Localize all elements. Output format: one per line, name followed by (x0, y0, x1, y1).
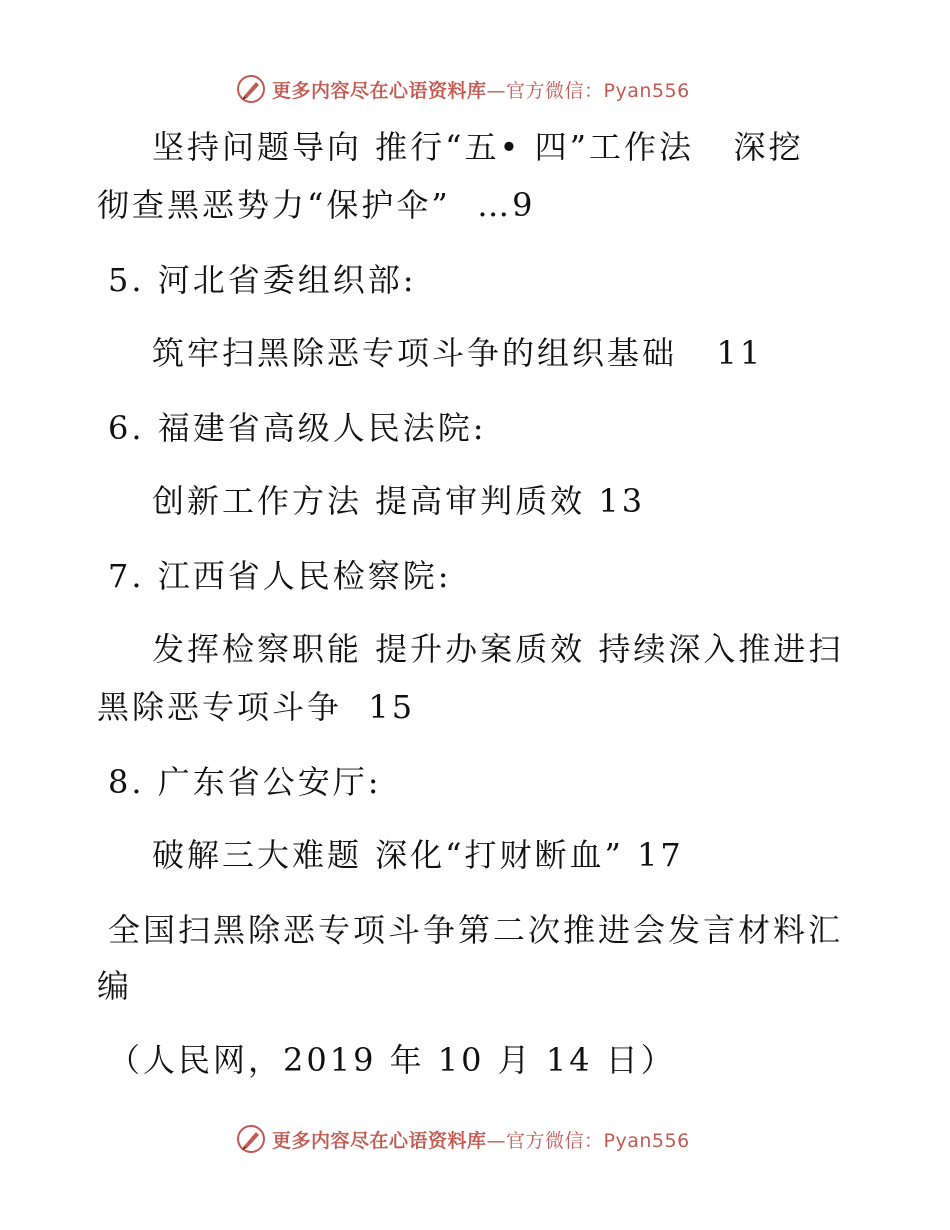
toc-item7-heading: 7. 江西省人民检察院: (108, 557, 452, 595)
document-source: （人民网，2019 年 10 月 14 日） (108, 1041, 676, 1079)
toc-item5-heading: 5. 河北省委组织部: (108, 261, 417, 299)
header-watermark (236, 72, 690, 106)
toc-item6-title: 创新工作方法 提高审判质效 13 (152, 482, 646, 520)
toc-item8-heading: 8. 广东省公安厅: (108, 763, 382, 801)
toc-item4-title-line2: 彻查黑恶势力“保护伞” …9 (97, 186, 536, 224)
footer-watermark (236, 1122, 690, 1156)
watermark-text: 更多内容尽在心语资料库—官方微信：Pyan556 (272, 79, 690, 102)
toc-item8-title: 破解三大难题 深化“打财断血” 17 (152, 836, 684, 874)
toc-item6-heading: 6. 福建省高级人民法院: (108, 409, 487, 447)
document-title-line2: 编 (97, 967, 133, 1005)
toc-item5-title: 筑牢扫黑除恶专项斗争的组织基础 11 (152, 334, 764, 372)
toc-item4-title-line1: 坚持问题导向 推行“五• 四”工作法 深挖 (152, 128, 804, 166)
pen-logo-icon (236, 74, 266, 104)
toc-item7-title-line1: 发挥检察职能 提升办案质效 持续深入推进扫 (152, 630, 844, 668)
document-title-line1: 全国扫黑除恶专项斗争第二次推进会发言材料汇 (108, 911, 844, 949)
watermark-text: 更多内容尽在心语资料库—官方微信：Pyan556 (272, 1129, 690, 1152)
pen-logo-icon (236, 1124, 266, 1154)
toc-item7-title-line2: 黑除恶专项斗争 15 (97, 688, 416, 726)
